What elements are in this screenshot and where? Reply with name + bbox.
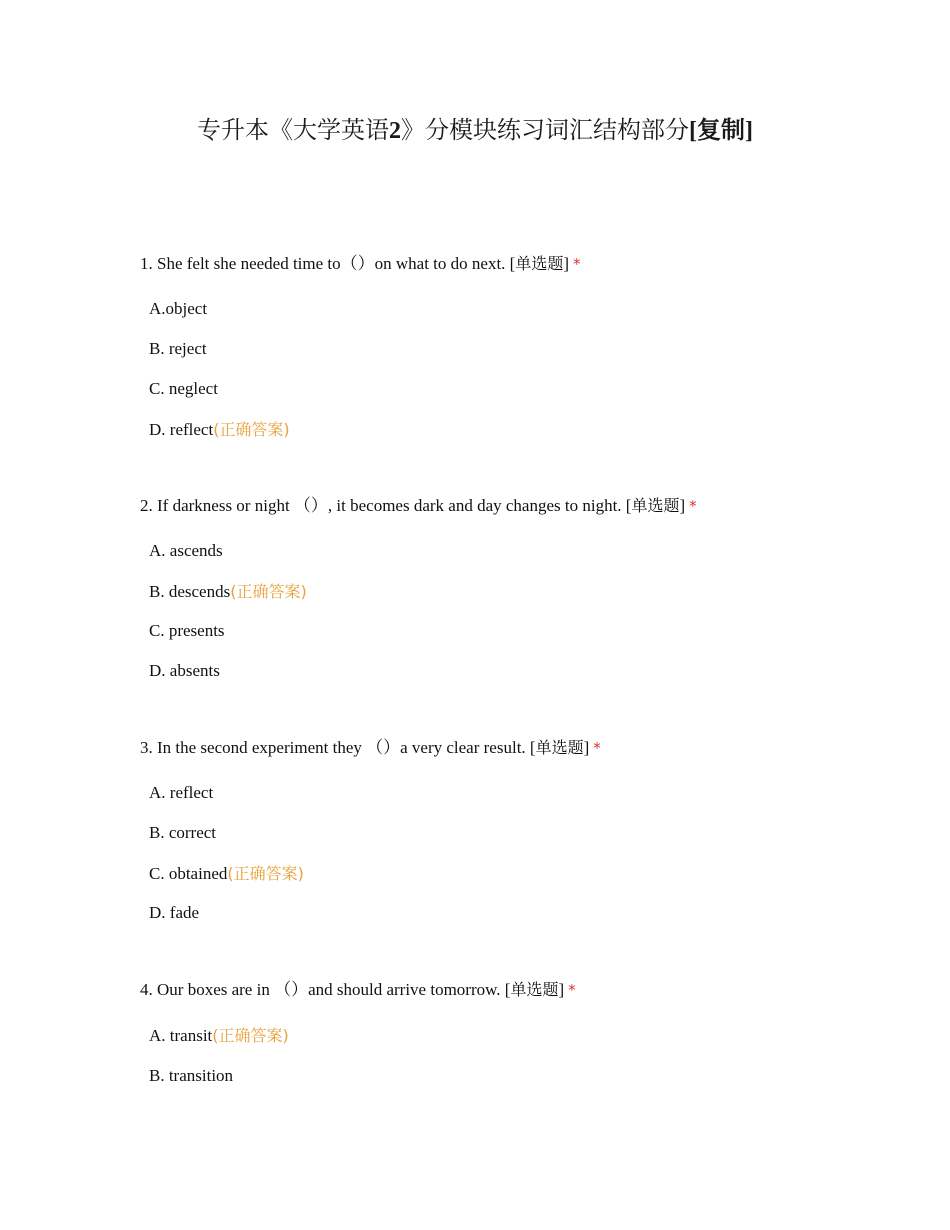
question-2 bbox=[140, 494, 900, 680]
option-label: A. reflect bbox=[149, 783, 214, 802]
option[interactable] bbox=[149, 781, 213, 805]
option[interactable] bbox=[149, 659, 220, 683]
question-text bbox=[140, 494, 900, 518]
option-label: A.object bbox=[149, 299, 208, 318]
option-label: B. descends bbox=[149, 582, 231, 601]
correct-answer-tag: (正确答案) bbox=[227, 864, 304, 883]
correct-answer-tag: (正确答案) bbox=[230, 582, 307, 601]
page-title bbox=[0, 110, 950, 145]
required-marker: * bbox=[573, 255, 581, 273]
option[interactable] bbox=[149, 377, 218, 401]
question-type: 单选题 bbox=[510, 980, 559, 999]
required-marker: * bbox=[689, 497, 697, 515]
question-text bbox=[140, 978, 900, 1002]
question-type-close: ] bbox=[558, 980, 565, 999]
option[interactable] bbox=[149, 901, 199, 925]
question-type: 单选题 bbox=[515, 254, 564, 273]
question-type: 单选题 bbox=[535, 738, 584, 757]
required-marker: * bbox=[593, 739, 601, 757]
option[interactable] bbox=[149, 862, 304, 886]
question-text bbox=[140, 736, 900, 760]
option[interactable] bbox=[149, 619, 225, 643]
question-type-close: ] bbox=[563, 254, 570, 273]
question-4 bbox=[140, 978, 900, 1085]
option-label: C. obtained bbox=[149, 864, 228, 883]
title-number: 2 bbox=[389, 118, 401, 144]
correct-answer-tag: (正确答案) bbox=[212, 1026, 289, 1045]
option[interactable] bbox=[149, 337, 207, 361]
title-middle: 》分模块练习词汇结构部分 bbox=[401, 118, 689, 144]
required-marker: * bbox=[568, 981, 576, 999]
question-type-close: ] bbox=[679, 496, 686, 515]
option-label: B. reject bbox=[149, 339, 207, 358]
option[interactable] bbox=[149, 1024, 289, 1048]
option[interactable] bbox=[149, 821, 216, 845]
title-suffix: [复制] bbox=[689, 118, 753, 144]
question-stem: 3. In the second experiment they （）a very clear result. [ bbox=[140, 738, 536, 757]
option[interactable] bbox=[149, 297, 207, 321]
option[interactable] bbox=[149, 539, 223, 563]
option-label: B. transition bbox=[149, 1066, 234, 1085]
question-1 bbox=[140, 252, 900, 439]
option-label: D. fade bbox=[149, 903, 200, 922]
option-label: D. absents bbox=[149, 661, 220, 680]
question-stem: 1. She felt she needed time to（）on what to do next. [ bbox=[140, 254, 516, 273]
question-type: 单选题 bbox=[631, 496, 680, 515]
option[interactable] bbox=[149, 1064, 233, 1088]
question-3 bbox=[140, 736, 900, 922]
option-label: A. transit bbox=[149, 1026, 213, 1045]
question-stem: 4. Our boxes are in （）and should arrive tomorrow. [ bbox=[140, 980, 511, 999]
option-label: C. neglect bbox=[149, 379, 218, 398]
option-label: A. ascends bbox=[149, 541, 223, 560]
question-text bbox=[140, 252, 900, 276]
question-type-close: ] bbox=[583, 738, 590, 757]
title-prefix: 专升本《大学英语 bbox=[197, 118, 389, 144]
option[interactable] bbox=[149, 580, 307, 604]
option-label: D. reflect bbox=[149, 420, 214, 439]
option[interactable] bbox=[149, 418, 290, 442]
option-label: C. presents bbox=[149, 621, 225, 640]
option-label: B. correct bbox=[149, 823, 217, 842]
correct-answer-tag: (正确答案) bbox=[213, 420, 290, 439]
question-stem: 2. If darkness or night （）, it becomes dark and day changes to night. [ bbox=[140, 496, 632, 515]
